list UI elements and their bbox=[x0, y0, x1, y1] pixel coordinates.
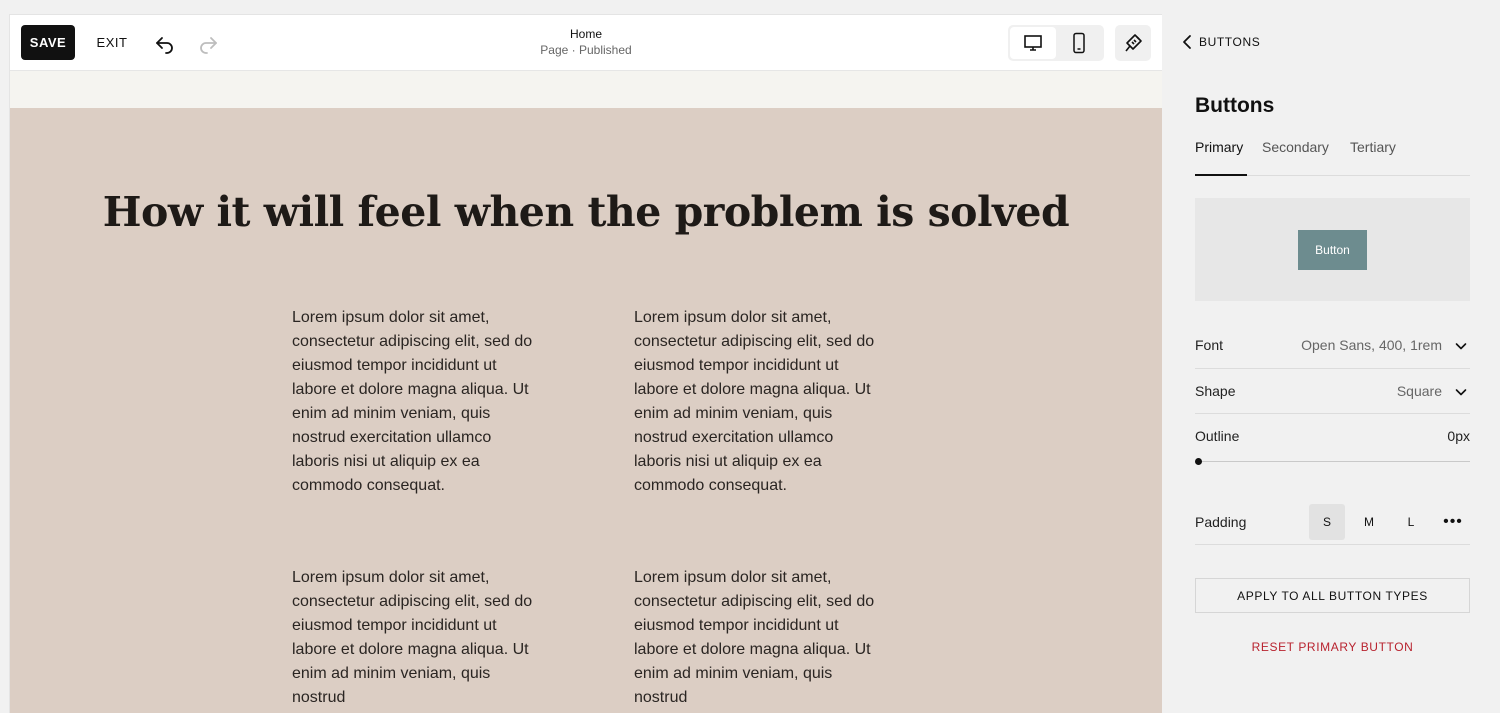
reset-primary-button[interactable]: RESET PRIMARY BUTTON bbox=[1251, 640, 1414, 654]
header-strip bbox=[10, 71, 1162, 108]
tab-tertiary[interactable]: Tertiary bbox=[1350, 139, 1396, 155]
shape-label: Shape bbox=[1195, 383, 1236, 399]
editor-canvas bbox=[10, 15, 1162, 713]
paintbrush-icon bbox=[1122, 32, 1144, 54]
page-title: Home bbox=[569, 27, 602, 41]
font-setting[interactable] bbox=[1195, 323, 1470, 369]
back-label: BUTTONS bbox=[1199, 35, 1261, 49]
page-status: Page · Published bbox=[540, 43, 632, 57]
button-preview bbox=[1195, 198, 1470, 301]
padding-label: Padding bbox=[1195, 514, 1247, 530]
desktop-view-button[interactable] bbox=[1010, 27, 1056, 59]
apply-to-all-button[interactable]: APPLY TO ALL BUTTON TYPES bbox=[1195, 578, 1470, 613]
save-button[interactable]: SAVE bbox=[21, 25, 75, 60]
padding-option-l[interactable]: L bbox=[1407, 515, 1415, 529]
font-value: Open Sans, 400, 1rem bbox=[1301, 337, 1442, 353]
text-block[interactable]: Lorem ipsum dolor sit amet, consectetur adipiscing elit, sed do eiusmod tempor incididunt ut labore et dolore magna aliqua. Ut enim ad minim veniam, quis nostrud exercitation ullamco laboris nisi ut aliquip ex ea commodo consequat. bbox=[634, 309, 875, 494]
section-heading[interactable]: How it will feel when the problem is solved bbox=[102, 188, 1070, 236]
button-type-tabs bbox=[1195, 139, 1470, 176]
padding-setting bbox=[1195, 500, 1470, 545]
exit-button[interactable]: EXIT bbox=[96, 35, 128, 50]
outline-slider-handle[interactable] bbox=[1195, 458, 1202, 465]
editor-toolbar bbox=[10, 15, 1162, 71]
desktop-icon bbox=[1023, 34, 1043, 52]
undo-icon[interactable] bbox=[153, 31, 177, 55]
outline-setting bbox=[1195, 414, 1470, 474]
tab-secondary[interactable]: Secondary bbox=[1262, 139, 1329, 155]
text-block[interactable]: Lorem ipsum dolor sit amet, consectetur adipiscing elit, sed do eiusmod tempor incididunt ut labore et dolore magna aliqua. Ut enim ad minim veniam, quis nostrud exercitation ullamco laboris nisi ut aliquip ex ea commodo consequat. bbox=[292, 309, 533, 494]
outline-slider-track[interactable] bbox=[1198, 461, 1470, 462]
tab-primary[interactable]: Primary bbox=[1195, 139, 1247, 176]
font-label: Font bbox=[1195, 337, 1224, 353]
preview-button: Button bbox=[1298, 230, 1367, 270]
shape-setting[interactable] bbox=[1195, 369, 1470, 414]
padding-option-m[interactable]: M bbox=[1364, 515, 1374, 529]
page-info bbox=[486, 26, 686, 58]
mobile-view-button[interactable] bbox=[1056, 27, 1102, 59]
chevron-down-icon bbox=[1454, 339, 1468, 353]
shape-value: Square bbox=[1396, 383, 1442, 399]
padding-more-button[interactable]: ••• bbox=[1443, 513, 1463, 530]
site-styles-button[interactable] bbox=[1115, 25, 1151, 61]
outline-label: Outline bbox=[1195, 428, 1240, 444]
content-section[interactable] bbox=[10, 108, 1162, 713]
chevron-left-icon bbox=[1182, 34, 1194, 50]
mobile-icon bbox=[1072, 32, 1086, 54]
back-button[interactable] bbox=[1182, 32, 1260, 52]
text-block[interactable]: Lorem ipsum dolor sit amet, consectetur adipiscing elit, sed do eiusmod tempor incididunt ut labore et dolore magna aliqua. Ut enim ad minim veniam, quis nostrud bbox=[634, 569, 875, 706]
chevron-down-icon bbox=[1454, 385, 1468, 399]
padding-option-s[interactable]: S bbox=[1309, 504, 1345, 540]
redo-icon[interactable] bbox=[196, 31, 220, 55]
site-styles-panel bbox=[1162, 0, 1500, 713]
text-block[interactable]: Lorem ipsum dolor sit amet, consectetur adipiscing elit, sed do eiusmod tempor incididunt ut labore et dolore magna aliqua. Ut enim ad minim veniam, quis nostrud bbox=[292, 569, 533, 706]
outline-value: 0px bbox=[1447, 428, 1470, 444]
panel-title: Buttons bbox=[1195, 94, 1275, 117]
device-toggle bbox=[1008, 25, 1104, 61]
